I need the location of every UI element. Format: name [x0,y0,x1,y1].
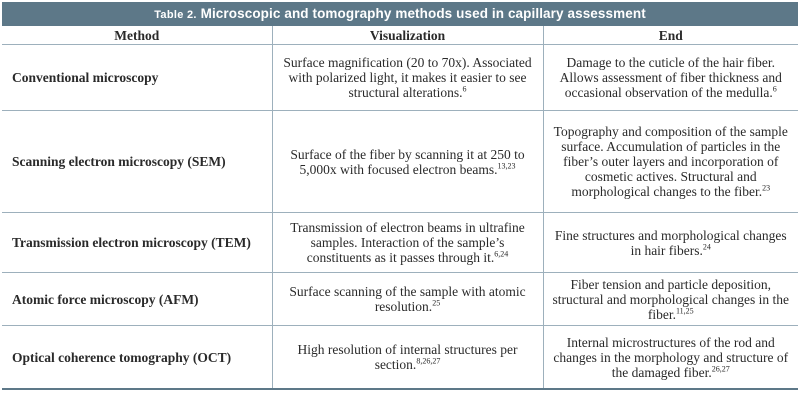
visualization-cell [272,213,543,273]
method-cell [2,111,272,213]
method-cell [2,45,272,111]
end-text: Fine structures and morphological changes in hair fibers. [554,227,787,258]
table-row [2,45,798,111]
end-text: Topography and composition of the sample surface. Accumulation of particles in the fiber’s outer layers and incorporation of cosmetic actives. Structural and morphological changes to the fiber. [553,124,788,199]
method-cell [2,213,272,273]
table-row [2,326,798,390]
reference: 8,26,27 [416,356,441,366]
end-cell [543,111,798,213]
end-cell [543,273,798,326]
table-caption: Microscopic and tomography methods used in capillary assessment [200,6,646,21]
method-name: Scanning electron microscopy (SEM) [12,154,226,169]
end-text: Fiber tension and particle deposition, structural and morphological changes in the fiber. [552,276,790,322]
header-visualization: Visualization [272,26,543,45]
reference: 26,27 [711,364,730,373]
reference: 6,24 [494,249,509,259]
end-cell [543,326,798,390]
reference: 23 [762,183,771,193]
table-number: Table 2. [154,9,197,21]
method-name: Conventional microscopy [12,70,159,85]
visualization-text: Transmission of electron beams in ultrafine samples. Interaction of the sample’s constituents as it passes through it. [290,220,525,265]
end-cell [543,45,798,111]
table-title [2,2,798,26]
table-row [2,213,798,273]
visualization-cell [272,45,543,111]
header-method: Method [2,26,272,45]
method-cell [2,273,272,326]
table-row [2,111,798,213]
reference: 6 [772,84,777,94]
visualization-text: Surface scanning of the sample with atomic resolution. [289,284,526,314]
table-figure [2,2,798,412]
header-end: End [543,26,798,45]
end-cell [543,213,798,273]
end-text: Damage to the cuticle of the hair fiber. Allows assessment of fiber thickness and occasional observation of the medulla. [559,55,782,100]
visualization-text: High resolution of internal structures per section. [297,342,518,372]
reference: 13,23 [497,161,516,170]
methods-table [2,26,798,390]
reference: 24 [702,242,711,251]
end-text: Internal microstructures of the rod and changes in the morphology and structure of the damaged fiber. [553,334,789,380]
visualization-cell [272,111,543,213]
header-row [2,26,798,45]
method-name: Atomic force microscopy (AFM) [12,291,199,307]
visualization-cell [272,326,543,390]
reference: 11,25 [675,306,694,315]
method-cell [2,326,272,390]
method-name: Optical coherence tomography (OCT) [12,349,232,365]
reference: 25 [432,298,441,308]
reference: 6 [462,84,467,94]
table-row [2,273,798,326]
method-name: Transmission electron microscopy (TEM) [12,235,251,250]
visualization-text: Surface magnification (20 to 70x). Associated with polarized light, it makes it easier to see structural alterations. [283,55,532,100]
visualization-text: Surface of the fiber by scanning it at 250 to 5,000x with focused electron beams. [290,146,525,177]
visualization-cell [272,273,543,326]
